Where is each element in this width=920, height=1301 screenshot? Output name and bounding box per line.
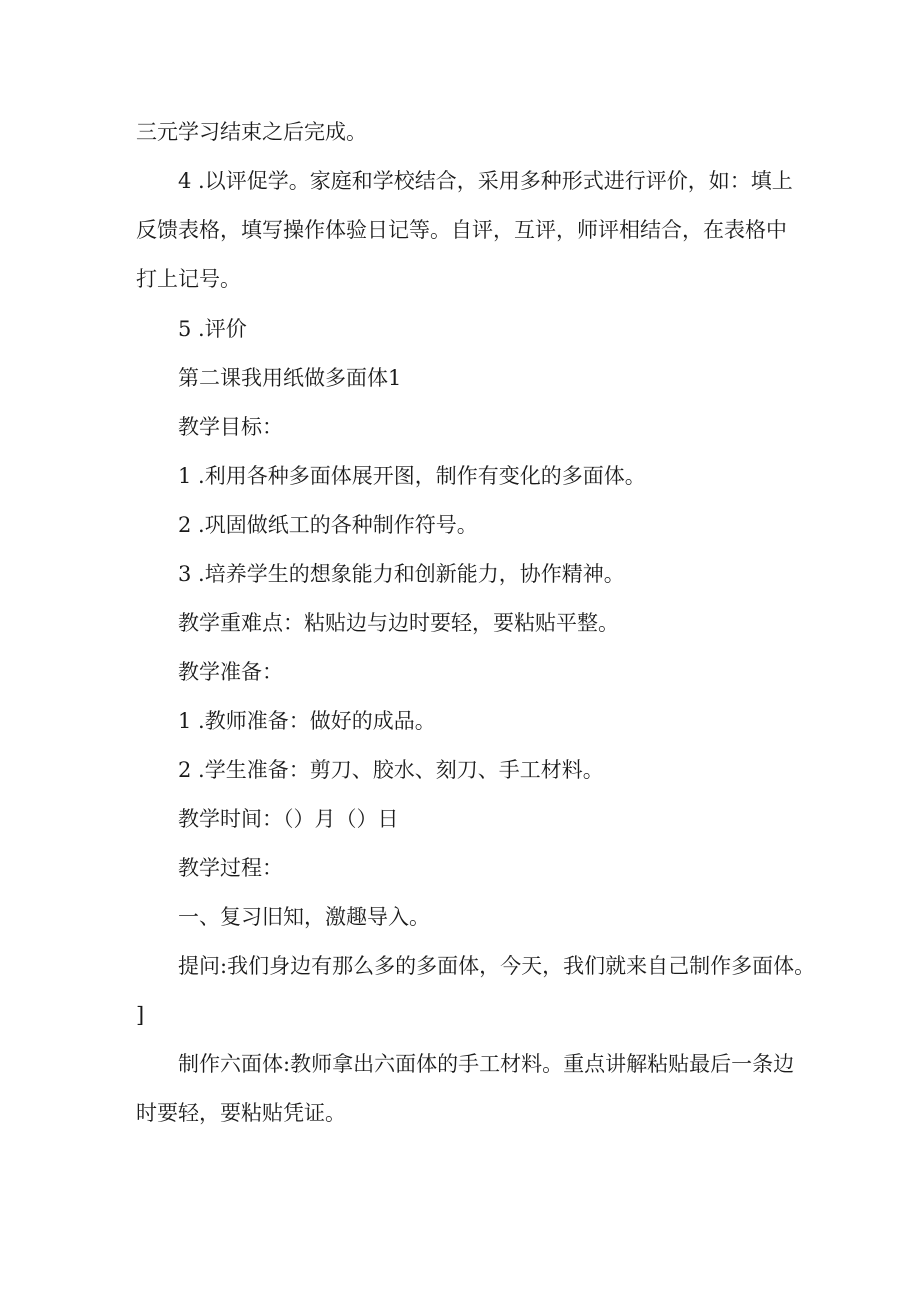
list-item: 2 .学生准备：剪刀、胶水、刻刀、手工材料。 [178,758,604,782]
paragraph-line: 时要轻，要粘贴凭证。 [136,1101,346,1125]
paragraph-line: 制作六面体:教师拿出六面体的手工材料。重点讲解粘贴最后一条边 [178,1052,795,1076]
list-item: 1 .利用各种多面体展开图，制作有变化的多面体。 [178,464,646,488]
paragraph-line: 提问:我们身边有那么多的多面体，今天，我们就来自己制作多面体。 [178,954,816,978]
section-heading: 教学准备： [178,660,283,684]
section-heading: 教学过程： [178,856,283,880]
paragraph-line: 教学时间：（）月（）日 [178,807,399,831]
paragraph-line: 4 .以评促学。家庭和学校结合，采用多种形式进行评价，如：填上 [178,169,793,193]
lesson-title: 第二课我用纸做多面体1 [178,366,402,390]
paragraph-line: 一、复习旧知，激趣导入。 [178,905,430,929]
list-item: 2 .巩固做纸工的各种制作符号。 [178,513,478,537]
section-heading: 教学目标： [178,415,283,439]
paragraph-line: 三元学习结束之后完成。 [136,120,367,144]
paragraph-line: 反馈表格，填写操作体验日记等。自评，互评，师评相结合，在表格中 [136,218,787,242]
list-item: 3 .培养学生的想象能力和创新能力，协作精神。 [178,562,625,586]
paragraph-line: 打上记号。 [136,267,241,291]
list-item: 1 .教师准备：做好的成品。 [178,709,436,733]
paragraph-line: ] [136,1003,145,1027]
section-heading: 5 .评价 [178,317,247,341]
paragraph-line: 教学重难点：粘贴边与边时要轻，要粘贴平整。 [178,611,619,635]
